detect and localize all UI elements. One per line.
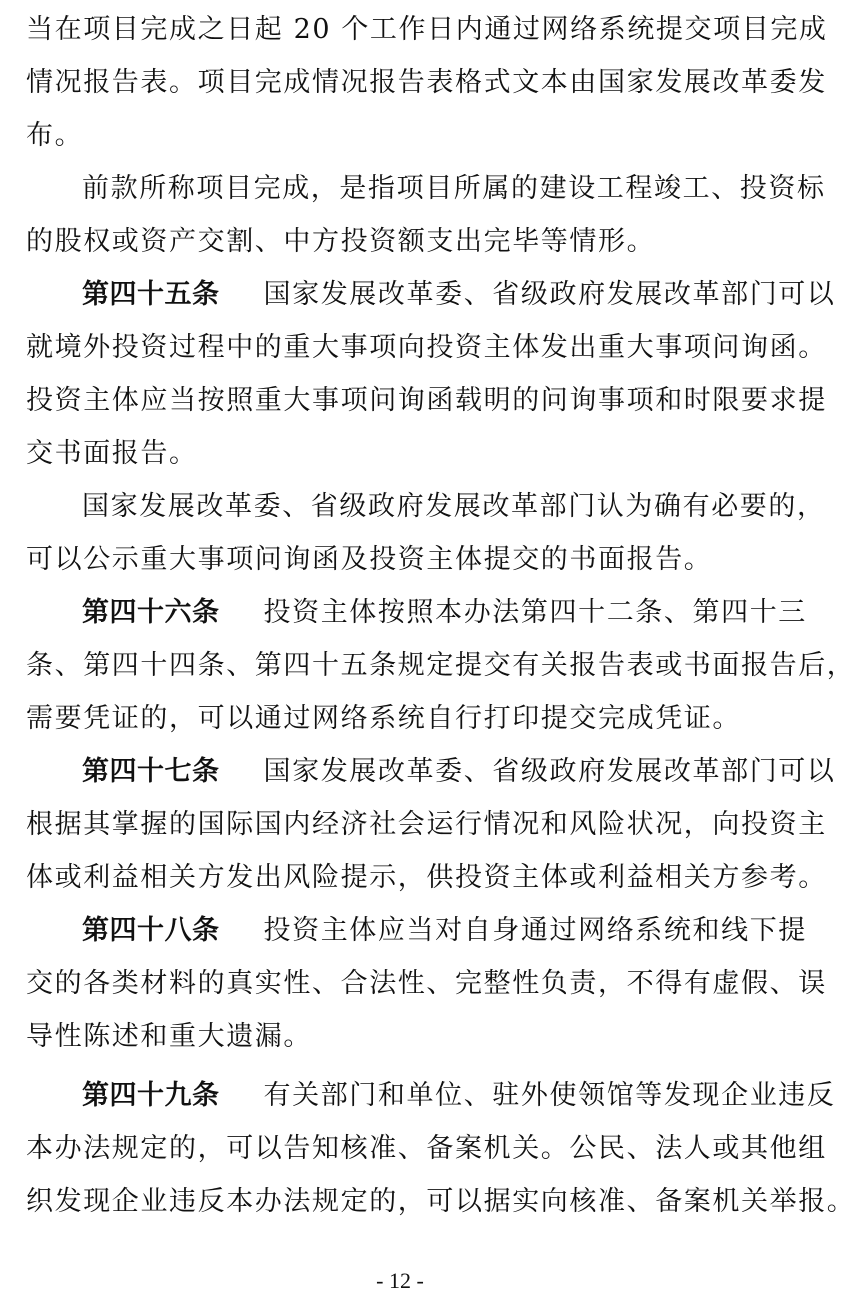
text-line: 织发现企业违反本办法规定的，可以据实向核准、备案机关举报。 [26, 1186, 855, 1217]
text-line: 投资主体应当对自身通过网络系统和线下提 [263, 915, 807, 946]
text-line: 就境外投资过程中的重大事项向投资主体发出重大事项问询函。 [26, 332, 827, 363]
text-line: 的股权或资产交割、中方投资额支出完毕等情形。 [26, 226, 656, 257]
article-heading: 第四十八条 [82, 915, 220, 946]
article-46-first-line [82, 583, 807, 643]
article-heading: 第四十七条 [82, 756, 220, 787]
text-line: 交书面报告。 [26, 438, 198, 469]
text-line: 条、第四十四条、第四十五条规定提交有关报告表或书面报告后， [26, 650, 855, 681]
text-line: 可以公示重大事项问询函及投资主体提交的书面报告。 [26, 544, 713, 575]
text-line: 情况报告表。项目完成情况报告表格式文本由国家发展改革委发 [26, 67, 827, 98]
text-line: 投资主体按照本办法第四十二条、第四十三 [263, 597, 807, 628]
text-line: 交的各类材料的真实性、合法性、完整性负责，不得有虚假、误 [26, 968, 827, 999]
text-line: 国家发展改革委、省级政府发展改革部门认为确有必要的， [82, 491, 826, 522]
article-45-first-line [82, 265, 836, 325]
article-47-first-line [82, 742, 836, 802]
page-number: - 12 - [376, 1268, 424, 1293]
article-heading: 第四十六条 [82, 597, 220, 628]
text-line: 需要凭证的，可以通过网络系统自行打印提交完成凭证。 [26, 703, 741, 734]
text-line: 前款所称项目完成，是指项目所属的建设工程竣工、投资标 [82, 173, 826, 204]
article-heading: 第四十五条 [82, 279, 220, 310]
text-line: 体或利益相关方发出风险提示，供投资主体或利益相关方参考。 [26, 862, 827, 893]
text-line: 国家发展改革委、省级政府发展改革部门可以 [263, 756, 836, 787]
text-line: 投资主体应当按照重大事项问询函载明的问询事项和时限要求提 [26, 385, 827, 416]
article-heading: 第四十九条 [82, 1080, 220, 1111]
text-line: 有关部门和单位、驻外使领馆等发现企业违反 [263, 1080, 836, 1111]
text-line: 布。 [26, 120, 84, 151]
text-line: 国家发展改革委、省级政府发展改革部门可以 [263, 279, 836, 310]
text-line: 导性陈述和重大遗漏。 [26, 1021, 312, 1052]
article-49-first-line [82, 1066, 836, 1126]
text-line: 本办法规定的，可以告知核准、备案机关。公民、法人或其他组 [26, 1133, 827, 1164]
text-line: 当在项目完成之日起 20 个工作日内通过网络系统提交项目完成 [26, 14, 828, 45]
article-48-first-line [82, 901, 807, 961]
text-line: 根据其掌握的国际国内经济社会运行情况和风险状况，向投资主 [26, 809, 827, 840]
